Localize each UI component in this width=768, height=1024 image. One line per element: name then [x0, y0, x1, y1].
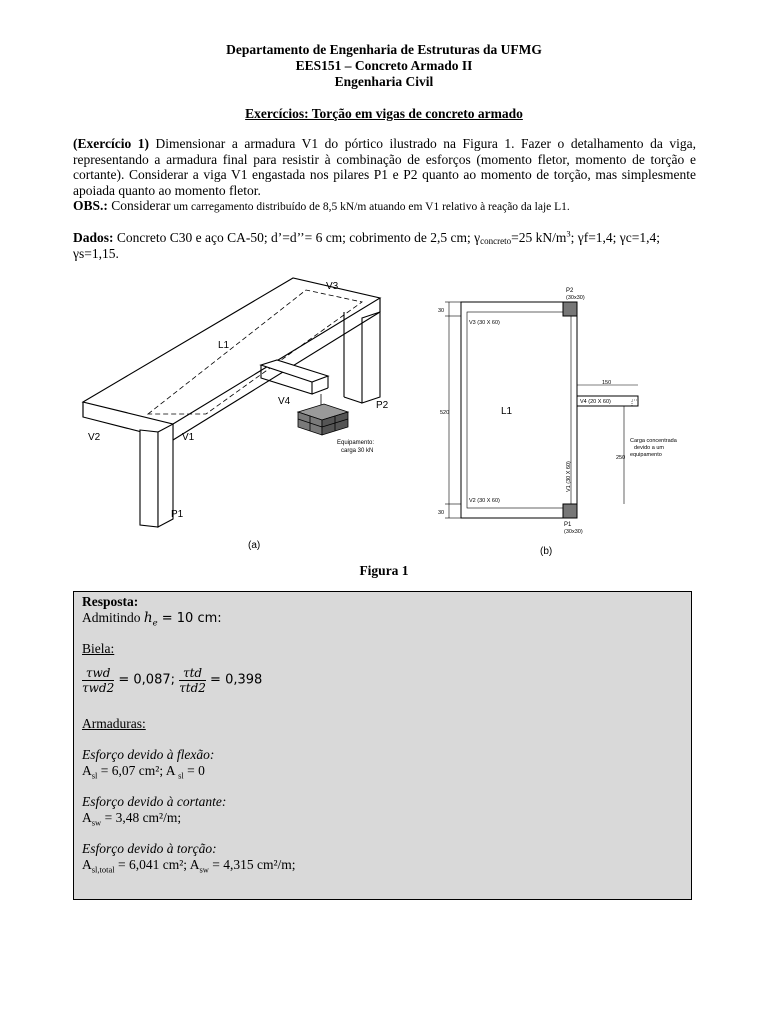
- he-subscript: e: [152, 618, 158, 629]
- tau-wd2-denominator: τwd2: [82, 681, 115, 695]
- fig-a-v3-label: V3: [326, 281, 339, 292]
- answer-title: Resposta:: [82, 594, 139, 609]
- fig-b-p2-dim: (30x30): [566, 295, 585, 301]
- dados-part1: Concreto C30 e aço CA-50; d’=d’’= 6 cm; cobrimento de 2,5 cm; γ: [113, 230, 481, 245]
- cortante-a: A: [82, 810, 92, 825]
- fraction-tau-wd: [82, 666, 114, 695]
- cortante-sub: sw: [91, 817, 102, 828]
- obs-label: OBS.:: [73, 198, 108, 213]
- flexao-sub-1: sl: [91, 770, 98, 781]
- flexao-a: A: [82, 763, 92, 778]
- figure-caption: Figura 1: [359, 563, 409, 578]
- cortante-title: Esforço devido à cortante:: [82, 794, 227, 809]
- dados-sup-3: 3: [566, 228, 571, 239]
- torcao-a: A: [82, 857, 92, 872]
- fig-a-v1-label: V1: [182, 432, 195, 443]
- torcao-value-2: = 4,315 cm²/m;: [208, 857, 296, 872]
- figure-1: [78, 272, 700, 562]
- fig-a-equip-line1: Equipamento:: [337, 440, 375, 446]
- flexao-values: [82, 763, 205, 779]
- dados-sub-concreto: concreto: [480, 236, 512, 246]
- header-department: Departamento de Engenharia de Estruturas da UFMG: [226, 42, 542, 57]
- document-header: [0, 42, 768, 90]
- exercise1-label: (Exercício 1): [73, 136, 150, 151]
- exercise1-paragraph: [73, 136, 696, 198]
- fig-b-load-line1: Carga concentrada: [630, 438, 677, 444]
- fig-b-load-line3: equipamento: [630, 452, 662, 458]
- fig-a-p1-label: P1: [171, 509, 184, 520]
- admitindo-label: Admitindo: [82, 610, 141, 625]
- fig-a-v2-label: V2: [88, 432, 101, 443]
- figure-b-drawing: [445, 302, 638, 518]
- fig-b-l1-label: L1: [501, 406, 513, 417]
- he-variable: h: [143, 610, 153, 626]
- header-program: Engenharia Civil: [334, 74, 434, 89]
- biela-heading: Biela:: [82, 641, 115, 656]
- armaduras-heading: Armaduras:: [82, 716, 146, 731]
- answer-admitindo: [82, 610, 222, 627]
- fig-b-dim-250: 250: [616, 455, 626, 461]
- obs-text-small: um carregamento distribuído de 8,5 kN/m atuando em V1 relativo à reação da laje L1.: [170, 201, 570, 213]
- exercise-section-title: Exercícios: Torção em vigas de concreto armado: [245, 106, 523, 121]
- fig-b-dim-30-top: 30: [438, 308, 445, 314]
- header-course: EES151 – Concreto Armado II: [295, 58, 473, 73]
- dados-line2: γs=1,15.: [73, 245, 119, 261]
- torcao-value-1: = 6,041 cm²; A: [114, 857, 200, 872]
- torcao-values: [82, 857, 296, 873]
- torcao-sub-2: sw: [199, 864, 209, 875]
- fig-a-l1-label: L1: [218, 340, 230, 351]
- obs-text-large: Considerar: [107, 198, 171, 213]
- cortante-value: = 3,48 cm²/m;: [101, 810, 182, 825]
- fig-a-p2-label: P2: [376, 400, 389, 411]
- flexao-sub-2: sl: [178, 770, 184, 781]
- he-value: = 10 cm:: [157, 611, 222, 626]
- flexao-title: Esforço devido à flexão:: [82, 747, 215, 762]
- fig-b-v1-label: V1 (30 X 60): [566, 461, 572, 492]
- tau-wd-numerator: τwd: [82, 666, 114, 681]
- dados-part3: ; γf=1,4; γc=1,4;: [570, 230, 661, 245]
- flexao-value-2: = 0: [183, 763, 205, 778]
- biela-value-2: = 0,398: [205, 672, 263, 688]
- dados-part2: =25 kN/m: [511, 230, 567, 245]
- answer-box: [73, 591, 692, 900]
- dados-paragraph: [73, 230, 696, 261]
- equipment-box: [298, 404, 348, 435]
- obs-paragraph: [73, 198, 696, 216]
- torcao-sub-1: sl,total: [91, 864, 115, 875]
- biela-value-1: = 0,087;: [114, 672, 180, 688]
- fig-b-p1-label: P1: [564, 522, 572, 528]
- flexao-value-1: = 6,07 cm²; A: [97, 763, 179, 778]
- fig-b-v2-label: V2 (30 X 60): [469, 498, 500, 504]
- dados-label: Dados:: [73, 230, 114, 245]
- biela-equation: [82, 666, 262, 695]
- fig-b-dim-520: 520: [440, 410, 450, 416]
- fig-a-v4-label: V4: [278, 396, 291, 407]
- fig-a-label: (a): [248, 540, 261, 551]
- figure-a-drawing: [83, 278, 380, 527]
- fig-b-v3-label: V3 (30 X 60): [469, 320, 500, 326]
- tau-td2-denominator: τtd2: [179, 681, 206, 695]
- fig-b-dim-30-bot: 30: [438, 510, 445, 516]
- fraction-tau-td: [179, 666, 206, 695]
- fig-b-p1-dim: (30x30): [564, 529, 583, 535]
- torcao-title: Esforço devido à torção:: [82, 841, 217, 856]
- fig-b-load-line2: devido a um: [634, 445, 664, 451]
- tau-td-numerator: τtd: [179, 666, 206, 681]
- fig-b-v4-label: V4 (20 X 60): [580, 399, 611, 405]
- exercise1-text: Dimensionar a armadura V1 do pórtico ilustrado na Figura 1. Fazer o detalhamento da viga, representando a armadura final para resistir à combinação de esforços (momento fletor, momento de torção e cortante). Considerar a viga V1 engastada nos pilares P1 e P2 quanto ao momento de torção, mas simplesmente apoiada quanto ao momento fletor.: [73, 136, 696, 198]
- fig-b-label: (b): [540, 546, 553, 557]
- fig-b-dim-150: 150: [602, 380, 612, 386]
- fig-a-equip-line2: carga 30 kN: [341, 448, 374, 454]
- cortante-values: [82, 810, 181, 826]
- fig-b-p2-label: P2: [566, 288, 574, 294]
